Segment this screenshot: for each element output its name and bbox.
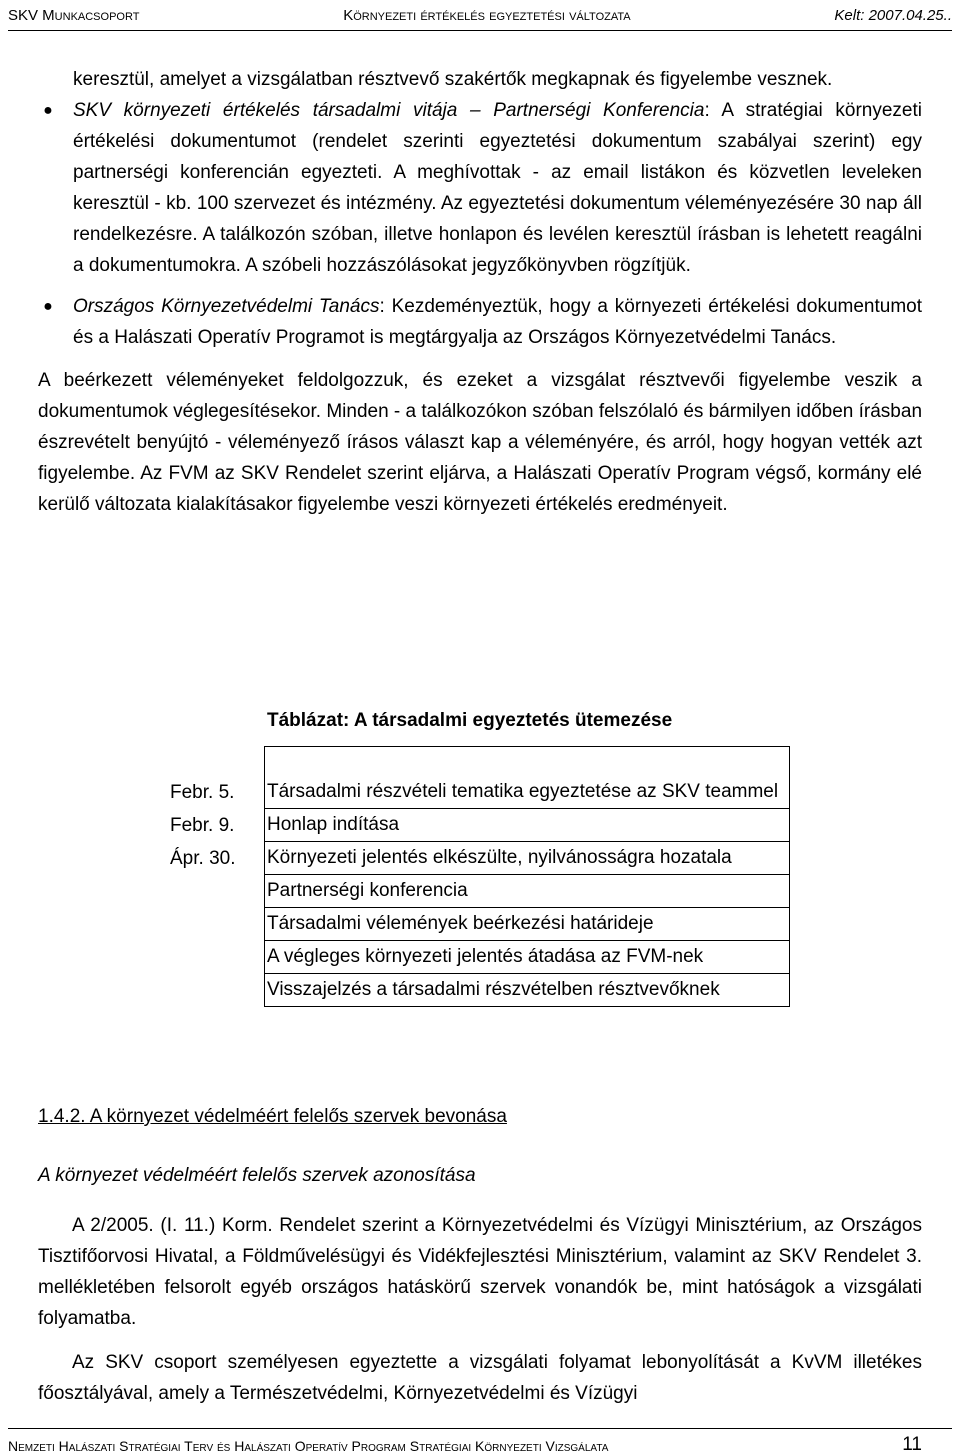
- bullet-text: : A stratégiai környezeti értékelési dokumentumot (rendelet szerinti egyeztetési dokumentum szabályai szerint) egy partnerségi konferencián egyezteti. A meghívottak - az email listákon és közvetlen leveleken keresztül - kb. 100 szervezet és intézmény. Az egyeztetési dokumentum véleményezésére 30 nap áll rendelkezésre. A találkozón szóban, illetve honlapon és levélen keresztül írásban is lehetett reagálni a dokumentumokra. A szóbeli hozzászólásokat jegyzőkönyvben rögzítjük.: [73, 100, 922, 276]
- section-heading: 1.4.2. A környezet védelméért felelős szervek bevonása: [38, 1106, 507, 1127]
- table-row: [167, 842, 790, 875]
- row-event: Társadalmi részvételi tematika egyeztetése az SKV teammel: [265, 747, 790, 809]
- table-title: Táblázat: A társadalmi egyeztetés ütemezése: [267, 710, 673, 731]
- header-date: Kelt: 2007.04.25..: [834, 6, 952, 24]
- table-row: [167, 941, 790, 974]
- row-date: [167, 974, 265, 1007]
- main-content: [38, 64, 922, 520]
- bullet-list: [38, 95, 922, 353]
- row-date: [167, 941, 265, 974]
- section-body: [38, 1210, 922, 1409]
- page-footer: [8, 1428, 952, 1456]
- table-row: [167, 747, 790, 809]
- row-event: Honlap indítása: [265, 809, 790, 842]
- table-row: [167, 875, 790, 908]
- bullet-icon: ●: [43, 102, 53, 119]
- list-item: [38, 291, 922, 353]
- footer-text: Nemzeti Halászati Stratégiai Terv és Halászati Operatív Program Stratégiai Környezeti Vizsgálata: [8, 1438, 609, 1454]
- section-paragraph: Az SKV csoport személyesen egyeztette a vizsgálati folyamat lebonyolítását a KvVM illetékes főosztályával, amely a Természetvédelmi, Környezetvédelmi és Vízügyi: [38, 1352, 922, 1404]
- page-header: [8, 0, 952, 31]
- summary-paragraph: A beérkezett véleményeket feldolgozzuk, és ezeket a vizsgálat résztvevői figyelembe veszik a dokumentumok véglegesítésekor. Minden - a találkozókon szóban felszólaló és bármilyen időben írásban észrevételt benyújtó - véleményező írásos választ kap a véleményére, és arról, hogy hogyan vették azt figyelembe. Az FVM az SKV Rendelet szerint eljárva, a Halászati Operatív Program végső, kormány elé kerülő változata kialakításakor figyelembe veszi környezeti értékelés eredményeit.: [38, 370, 923, 515]
- bullet-text: : Kezdeményeztük, hogy a környezeti értékelési dokumentumot és a Halászati Operatív Programot is megtárgyalja az Országos Környezetvédelmi Tanács.: [73, 296, 922, 348]
- row-date: [167, 908, 265, 941]
- header-center: Környezeti értékelés egyeztetési változata: [343, 6, 631, 24]
- list-item: [38, 95, 922, 281]
- row-event: Társadalmi vélemények beérkezési határideje: [265, 908, 790, 941]
- section-paragraph: A 2/2005. (I. 11.) Korm. Rendelet szerint a Környezetvédelmi és Vízügyi Minisztérium, az Országos Tisztifőorvosi Hivatal, a Földművelésügyi és Vidékfejlesztési Minisztérium, valamint az SKV Rendelet 3. mellékletében felsorolt egyéb országos hatáskörű szervek vonandók be, mint hatóságok a vizsgálati folyamatba.: [38, 1215, 922, 1329]
- row-date: Febr. 5.: [170, 781, 235, 803]
- row-event: Visszajelzés a társadalmi részvételben résztvevőknek: [265, 974, 790, 1007]
- bullet-icon: ●: [43, 298, 53, 315]
- table-row: [167, 809, 790, 842]
- row-event: Környezeti jelentés elkészülte, nyilvánosságra hozatala: [265, 842, 790, 875]
- table-row: [167, 974, 790, 1007]
- header-left: SKV Munkacsoport: [8, 6, 140, 24]
- intro-paragraph: keresztül, amelyet a vizsgálatban résztvevő szakértők megkapnak és figyelembe vesznek.: [73, 69, 833, 90]
- row-date: [167, 875, 265, 908]
- row-event: Partnerségi konferencia: [265, 875, 790, 908]
- schedule-table: [167, 746, 790, 1007]
- bullet-title: Országos Környezetvédelmi Tanács: [73, 296, 380, 317]
- section-subheading: A környezet védelméért felelős szervek azonosítása: [38, 1165, 476, 1186]
- table-row: [167, 908, 790, 941]
- bullet-title: SKV környezeti értékelés társadalmi vitája – Partnerségi Konferencia: [73, 100, 705, 121]
- row-date: Ápr. 30.: [170, 847, 236, 869]
- page-number: 11: [902, 1434, 922, 1455]
- row-date: Febr. 9.: [170, 814, 235, 836]
- row-event: A végleges környezeti jelentés átadása az FVM-nek: [265, 941, 790, 974]
